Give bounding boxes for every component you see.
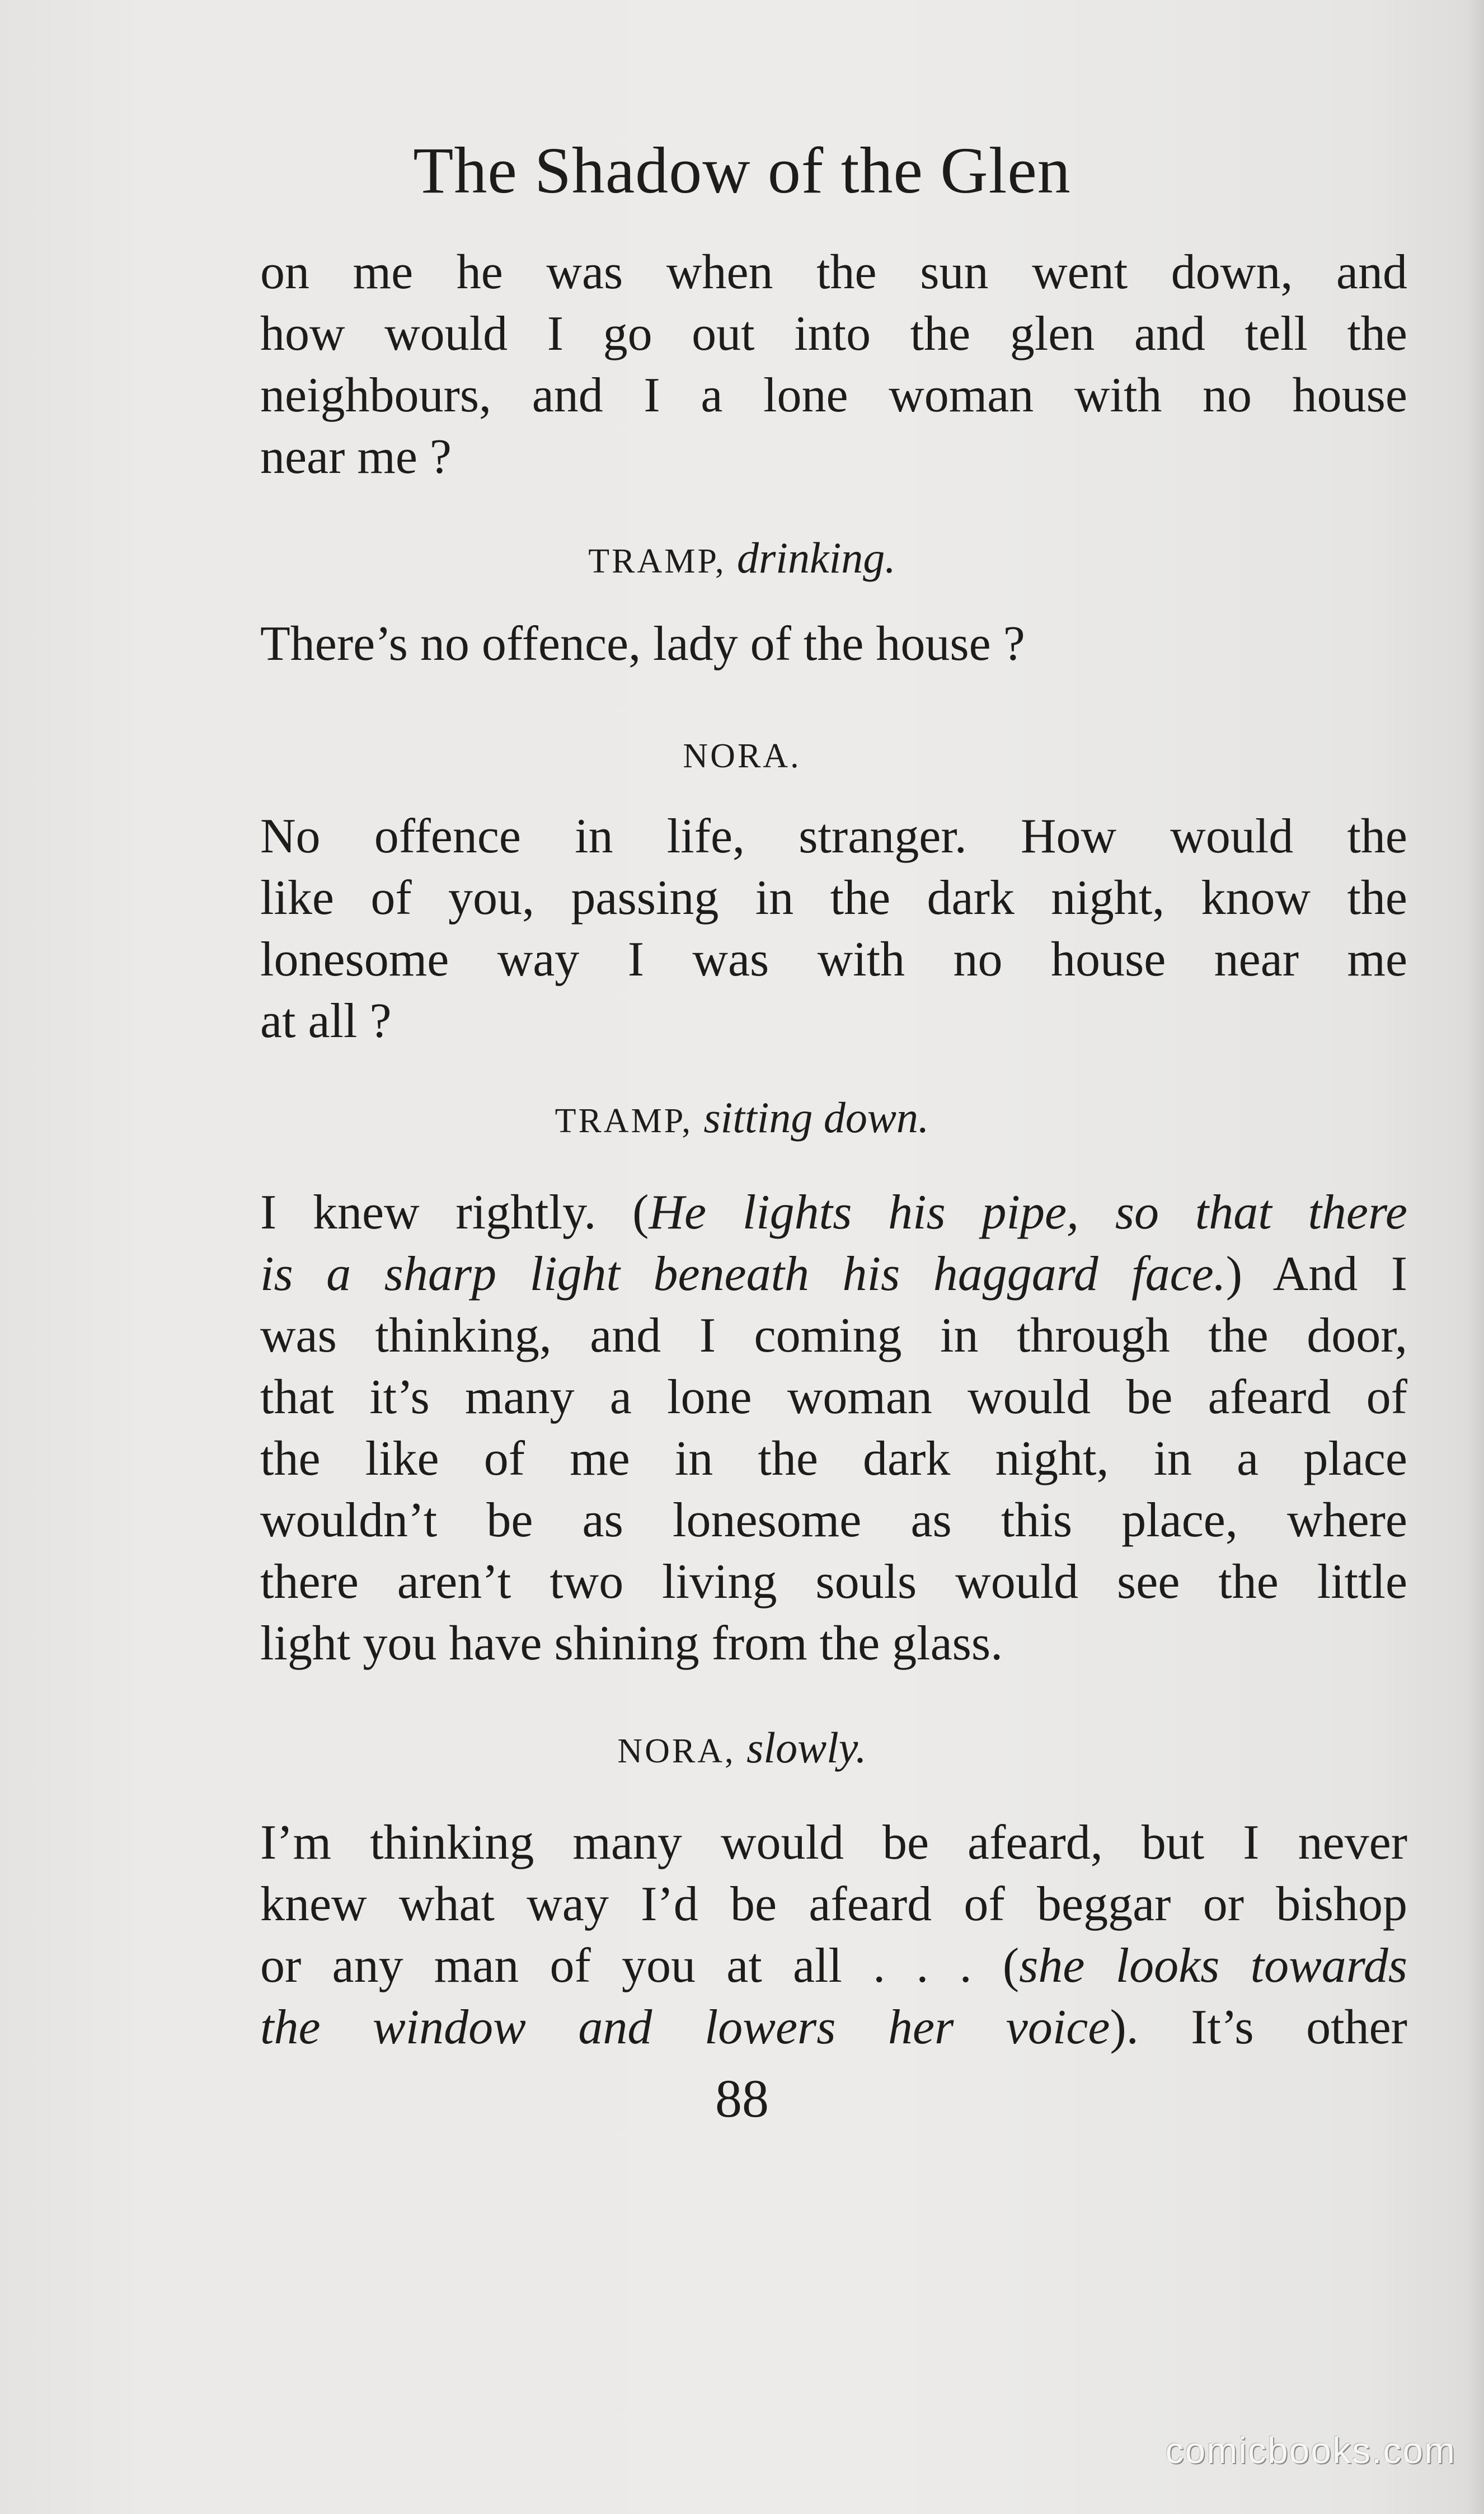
- paragraph-nora-1: [260, 242, 1407, 488]
- text-line: that it’s many a lone woman would be afeard of: [260, 1370, 1407, 1424]
- text-line: there aren’t two living souls would see the little: [260, 1555, 1407, 1609]
- speaker-name: TRAMP,: [555, 1102, 693, 1140]
- page-edge-shadow: [1467, 0, 1484, 2514]
- speaker-name: NORA.: [683, 737, 801, 775]
- dialogue-text: ) And I: [1225, 1247, 1408, 1301]
- speaker-heading-nora: [0, 722, 1484, 787]
- running-head: The Shadow of the Glen: [413, 134, 1071, 207]
- speaker-heading-tramp: [0, 1087, 1484, 1152]
- text-line: lonesome way I was with no house near me: [260, 932, 1407, 987]
- text-line: how would I go out into the glen and tell the: [260, 307, 1407, 361]
- text-line: light you have shining from the glass.: [260, 1616, 1003, 1671]
- stage-direction: sitting down.: [703, 1093, 929, 1142]
- text-line: on me he was when the sun went down, and: [260, 245, 1407, 299]
- paragraph-tramp-2: [260, 1182, 1407, 1675]
- speaker-heading-tramp: [0, 527, 1484, 592]
- dialogue-text: ). It’s other: [1110, 2000, 1407, 2055]
- stage-direction: drinking.: [736, 533, 896, 582]
- text-line: was thinking, and I coming in through the door,: [260, 1308, 1407, 1363]
- text-line: the like of me in the dark night, in a place: [260, 1432, 1407, 1486]
- text-line: like of you, passing in the dark night, know the: [260, 871, 1407, 925]
- speaker-heading-nora: [0, 1717, 1484, 1782]
- stage-direction: He lights his pipe, so that there: [649, 1185, 1407, 1240]
- text-line: [260, 1244, 1407, 1305]
- text-line: [260, 1997, 1407, 2058]
- dialogue-text: I knew rightly. (: [260, 1185, 649, 1240]
- stage-direction: the window and lowers her voice: [260, 2000, 1110, 2055]
- speaker-name: NORA,: [617, 1732, 736, 1770]
- speaker-name: TRAMP,: [588, 542, 726, 580]
- text-line: neighbours, and I a lone woman with no house: [260, 368, 1407, 423]
- paragraph-nora-2: [260, 806, 1407, 1052]
- stage-direction: slowly.: [746, 1723, 867, 1772]
- dialogue-text: or any man of you at all . . . (: [260, 1939, 1020, 1993]
- text-line: [260, 1935, 1407, 1997]
- text-line: knew what way I’d be afeard of beggar or bishop: [260, 1877, 1407, 1931]
- paragraph-tramp-1: [260, 613, 1407, 675]
- text-line: [260, 1182, 1407, 1244]
- stage-direction: is a sharp light beneath his haggard face.: [260, 1247, 1226, 1301]
- text-line: at all ?: [260, 994, 392, 1048]
- watermark: comicbooks.com: [1165, 2429, 1456, 2471]
- text-line: near me ?: [260, 430, 452, 484]
- stage-direction: she looks towards: [1019, 1939, 1407, 1993]
- text-line: No offence in life, stranger. How would the: [260, 809, 1407, 864]
- text-line: I’m thinking many would be afeard, but I never: [260, 1816, 1407, 1870]
- text-line: wouldn’t be as lonesome as this place, where: [260, 1493, 1407, 1547]
- page-number: 88: [715, 2069, 769, 2128]
- text-line: There’s no offence, lady of the house ?: [260, 617, 1025, 671]
- paragraph-nora-3: [260, 1812, 1407, 2058]
